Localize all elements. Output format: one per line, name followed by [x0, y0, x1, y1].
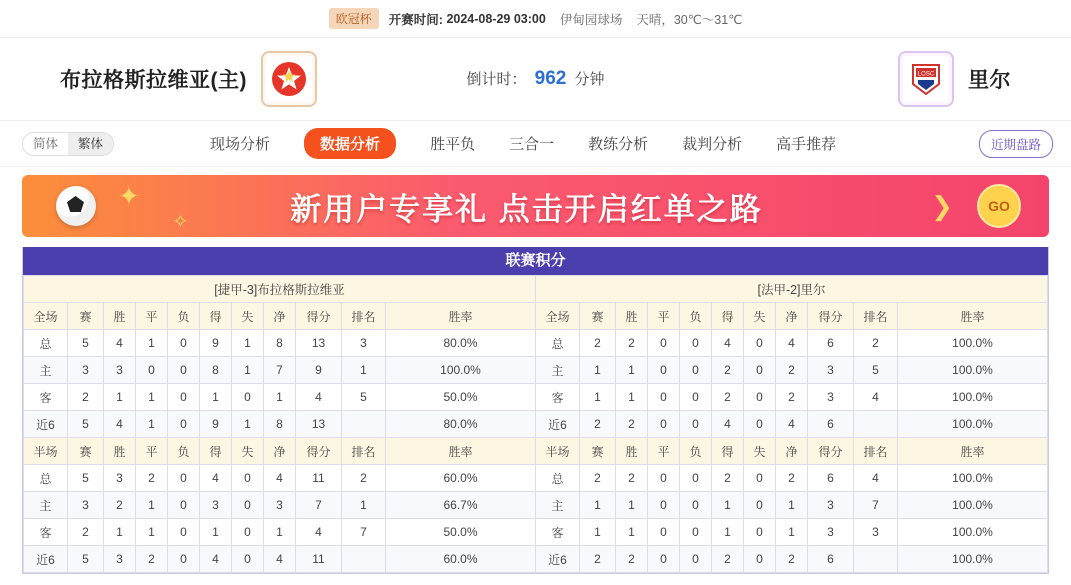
stat-cell: 2 — [776, 384, 808, 411]
column-header: 胜 — [104, 303, 136, 330]
stat-cell: 4 — [854, 465, 898, 492]
kickoff-time: 2024-08-29 03:00 — [446, 11, 546, 26]
stat-cell: 8 — [264, 411, 296, 438]
standings-row — [24, 384, 1048, 411]
stat-cell: 1 — [580, 519, 616, 546]
column-header: 净 — [264, 438, 296, 465]
match-info-bar — [0, 0, 1071, 38]
column-header: 失 — [744, 303, 776, 330]
stat-cell: 2 — [616, 546, 648, 573]
stat-cell: 0 — [648, 492, 680, 519]
stat-cell: 0 — [744, 465, 776, 492]
column-header: 失 — [744, 438, 776, 465]
column-header: 得 — [712, 303, 744, 330]
stat-cell: 7 — [854, 492, 898, 519]
stat-cell: 1 — [264, 519, 296, 546]
stat-cell: 2 — [616, 330, 648, 357]
svg-text:LOSC: LOSC — [917, 71, 935, 78]
stat-cell: 0 — [232, 384, 264, 411]
recent-odds-button[interactable]: 近期盘路 — [979, 130, 1053, 158]
stat-cell: 1 — [580, 492, 616, 519]
stat-cell: 100.0% — [898, 465, 1048, 492]
stat-cell: 3 — [808, 357, 854, 384]
row-label: 主 — [536, 492, 580, 519]
column-header: 胜率 — [386, 438, 536, 465]
stat-cell: 6 — [808, 465, 854, 492]
column-header: 负 — [680, 303, 712, 330]
stat-cell: 7 — [264, 357, 296, 384]
stat-cell: 1 — [712, 519, 744, 546]
stat-cell: 0 — [232, 465, 264, 492]
promo-banner[interactable] — [22, 175, 1049, 237]
stat-cell: 6 — [808, 411, 854, 438]
stat-cell: 3 — [854, 519, 898, 546]
column-header: 半场 — [24, 438, 68, 465]
stat-cell: 4 — [296, 519, 342, 546]
stat-cell — [342, 546, 386, 573]
stat-cell: 4 — [200, 465, 232, 492]
column-header: 赛 — [580, 438, 616, 465]
stat-cell: 5 — [342, 384, 386, 411]
stat-cell — [342, 411, 386, 438]
stat-cell: 9 — [296, 357, 342, 384]
stat-cell: 0 — [744, 384, 776, 411]
stat-cell: 0 — [168, 492, 200, 519]
stat-cell: 2 — [342, 465, 386, 492]
stat-cell: 3 — [264, 492, 296, 519]
stat-cell: 0 — [744, 411, 776, 438]
column-header: 净 — [776, 303, 808, 330]
stat-cell: 3 — [200, 492, 232, 519]
stat-cell: 0 — [168, 465, 200, 492]
stat-cell: 0 — [680, 384, 712, 411]
row-label: 近6 — [24, 411, 68, 438]
stat-cell: 0 — [232, 519, 264, 546]
stat-cell: 1 — [104, 384, 136, 411]
stat-cell: 7 — [296, 492, 342, 519]
stat-cell: 2 — [712, 546, 744, 573]
stat-cell: 1 — [264, 384, 296, 411]
column-header: 平 — [648, 303, 680, 330]
column-header: 胜率 — [898, 303, 1048, 330]
stat-cell: 1 — [232, 357, 264, 384]
stat-cell: 1 — [136, 411, 168, 438]
stat-cell: 3 — [104, 465, 136, 492]
row-label: 客 — [536, 519, 580, 546]
stat-cell: 1 — [616, 492, 648, 519]
stat-cell: 0 — [136, 357, 168, 384]
stat-cell: 1 — [136, 384, 168, 411]
home-team-name: 布拉格斯拉维亚(主) — [60, 69, 247, 92]
sparkle-icon: ✦ — [118, 181, 140, 211]
column-header: 负 — [680, 438, 712, 465]
stat-cell: 2 — [580, 546, 616, 573]
stat-cell: 0 — [648, 357, 680, 384]
stat-cell: 50.0% — [386, 384, 536, 411]
standings-row — [24, 357, 1048, 384]
stat-cell: 0 — [680, 546, 712, 573]
language-toggle[interactable] — [22, 132, 114, 156]
standings-column-header-row — [24, 303, 1048, 330]
standings-title: 联赛积分 — [23, 247, 1048, 275]
stat-cell: 80.0% — [386, 330, 536, 357]
stat-cell: 1 — [580, 357, 616, 384]
stat-cell: 3 — [68, 357, 104, 384]
stat-cell: 0 — [168, 357, 200, 384]
stat-cell: 0 — [680, 411, 712, 438]
stat-cell: 0 — [168, 411, 200, 438]
stat-cell: 100.0% — [898, 546, 1048, 573]
stat-cell: 2 — [712, 357, 744, 384]
stat-cell: 0 — [648, 330, 680, 357]
stat-cell: 1 — [200, 519, 232, 546]
stat-cell: 1 — [776, 519, 808, 546]
venue-text: 伊甸园球场 — [559, 12, 623, 27]
stat-cell: 0 — [648, 546, 680, 573]
stat-cell: 0 — [680, 465, 712, 492]
stat-cell: 3 — [68, 492, 104, 519]
column-header: 半场 — [536, 438, 580, 465]
column-header: 全场 — [24, 303, 68, 330]
stat-cell: 2 — [580, 330, 616, 357]
stat-cell: 0 — [168, 519, 200, 546]
tab-data-analysis[interactable]: 数据分析 — [304, 128, 396, 159]
left-team-header: [捷甲-3]布拉格斯拉维亚 — [24, 276, 536, 303]
standings-row — [24, 330, 1048, 357]
weather-text: 天晴，30℃～31℃ — [636, 12, 743, 27]
stat-cell: 13 — [296, 330, 342, 357]
stat-cell: 1 — [104, 519, 136, 546]
column-header: 排名 — [342, 438, 386, 465]
stat-cell: 0 — [680, 330, 712, 357]
column-header: 得 — [200, 303, 232, 330]
star-crest-icon — [261, 51, 317, 107]
tab-expert-picks[interactable]: 高手推荐 — [776, 136, 837, 153]
column-header: 赛 — [580, 303, 616, 330]
stat-cell: 0 — [232, 546, 264, 573]
promo-banner-text: 新用户专享礼 点击开启红单之路 — [290, 191, 763, 227]
stat-cell: 2 — [712, 384, 744, 411]
column-header: 胜 — [616, 303, 648, 330]
column-header: 负 — [168, 438, 200, 465]
standings-column-header-row — [24, 438, 1048, 465]
tab-referee-analysis[interactable]: 裁判分析 — [682, 136, 743, 153]
sparkle-icon: ❯ — [931, 191, 953, 221]
row-label: 主 — [24, 492, 68, 519]
away-team[interactable] — [898, 51, 1011, 107]
stat-cell: 1 — [712, 492, 744, 519]
stat-cell: 0 — [680, 519, 712, 546]
stat-cell: 3 — [342, 330, 386, 357]
stat-cell: 2 — [68, 384, 104, 411]
column-header: 失 — [232, 438, 264, 465]
column-header: 胜率 — [386, 303, 536, 330]
countdown-unit: 分钟 — [574, 71, 605, 88]
stat-cell: 11 — [296, 465, 342, 492]
stat-cell — [854, 546, 898, 573]
stat-cell: 5 — [68, 546, 104, 573]
stat-cell: 2 — [136, 465, 168, 492]
stat-cell: 1 — [232, 330, 264, 357]
stat-cell: 3 — [104, 357, 136, 384]
tab-coach-analysis[interactable]: 教练分析 — [588, 136, 649, 153]
column-header: 平 — [648, 438, 680, 465]
row-label: 主 — [536, 357, 580, 384]
row-label: 总 — [24, 330, 68, 357]
stat-cell: 4 — [712, 330, 744, 357]
stat-cell: 3 — [808, 492, 854, 519]
column-header: 得 — [712, 438, 744, 465]
stat-cell: 100.0% — [898, 411, 1048, 438]
standings-row — [24, 492, 1048, 519]
stat-cell: 0 — [744, 546, 776, 573]
tab-win-draw-lose[interactable]: 胜平负 — [430, 136, 476, 153]
stat-cell: 2 — [712, 465, 744, 492]
stat-cell: 5 — [68, 465, 104, 492]
stat-cell: 100.0% — [898, 330, 1048, 357]
stat-cell: 2 — [854, 330, 898, 357]
stat-cell: 1 — [136, 330, 168, 357]
standings-row — [24, 546, 1048, 573]
countdown-label: 倒计时： — [466, 71, 527, 88]
league-badge: 欧冠杯 — [329, 8, 379, 29]
stat-cell: 4 — [104, 411, 136, 438]
stat-cell: 4 — [296, 384, 342, 411]
tab-list — [210, 128, 836, 159]
column-header: 得 — [200, 438, 232, 465]
column-header: 赛 — [68, 438, 104, 465]
stat-cell: 60.0% — [386, 465, 536, 492]
stat-cell: 1 — [342, 492, 386, 519]
standings-row — [24, 411, 1048, 438]
right-team-header: [法甲-2]里尔 — [536, 276, 1048, 303]
column-header: 赛 — [68, 303, 104, 330]
standings-row — [24, 465, 1048, 492]
stat-cell: 0 — [744, 330, 776, 357]
kickoff-label: 开赛时间: — [388, 12, 443, 27]
stat-cell: 0 — [648, 465, 680, 492]
lang-simplified[interactable]: 简体 — [23, 133, 68, 155]
stat-cell: 50.0% — [386, 519, 536, 546]
stat-cell: 9 — [200, 330, 232, 357]
stat-cell: 1 — [200, 384, 232, 411]
lang-traditional[interactable]: 繁体 — [68, 133, 113, 155]
teams-row — [0, 38, 1071, 120]
stat-cell: 3 — [104, 546, 136, 573]
standings-team-header-row — [24, 276, 1048, 303]
row-label: 总 — [536, 330, 580, 357]
column-header: 平 — [136, 303, 168, 330]
stat-cell: 11 — [296, 546, 342, 573]
tab-three-in-one[interactable]: 三合一 — [509, 136, 555, 153]
column-header: 平 — [136, 438, 168, 465]
column-header: 胜 — [104, 438, 136, 465]
row-label: 近6 — [536, 411, 580, 438]
stat-cell: 2 — [616, 411, 648, 438]
stat-cell: 4 — [776, 411, 808, 438]
stat-cell: 1 — [136, 519, 168, 546]
stat-cell: 13 — [296, 411, 342, 438]
stat-cell: 1 — [616, 384, 648, 411]
stat-cell: 8 — [264, 330, 296, 357]
stat-cell: 1 — [776, 492, 808, 519]
stat-cell: 6 — [808, 330, 854, 357]
column-header: 胜率 — [898, 438, 1048, 465]
column-header: 失 — [232, 303, 264, 330]
stat-cell: 0 — [680, 357, 712, 384]
stat-cell: 2 — [580, 465, 616, 492]
stat-cell: 100.0% — [898, 519, 1048, 546]
stat-cell: 4 — [264, 465, 296, 492]
column-header: 得分 — [808, 438, 854, 465]
column-header: 排名 — [854, 303, 898, 330]
stat-cell: 2 — [776, 357, 808, 384]
column-header: 负 — [168, 303, 200, 330]
stat-cell: 0 — [680, 492, 712, 519]
column-header: 排名 — [854, 438, 898, 465]
standings-table — [23, 275, 1048, 573]
stat-cell: 1 — [232, 411, 264, 438]
stat-cell: 2 — [104, 492, 136, 519]
stat-cell: 7 — [342, 519, 386, 546]
stat-cell — [854, 411, 898, 438]
soccer-ball-icon — [56, 186, 96, 226]
stat-cell: 9 — [200, 411, 232, 438]
stat-cell: 1 — [136, 492, 168, 519]
stat-cell: 6 — [808, 546, 854, 573]
stat-cell: 4 — [264, 546, 296, 573]
stat-cell: 0 — [744, 357, 776, 384]
column-header: 得分 — [296, 303, 342, 330]
promo-go-button[interactable]: GO — [977, 184, 1021, 228]
stat-cell: 2 — [616, 465, 648, 492]
nav-bar — [0, 120, 1071, 167]
column-header: 排名 — [342, 303, 386, 330]
stat-cell: 100.0% — [898, 492, 1048, 519]
stat-cell: 100.0% — [898, 357, 1048, 384]
losc-crest-icon — [898, 51, 954, 107]
stat-cell: 0 — [648, 519, 680, 546]
tab-live-analysis[interactable]: 现场分析 — [210, 136, 271, 153]
stat-cell: 5 — [68, 330, 104, 357]
stat-cell: 2 — [136, 546, 168, 573]
column-header: 净 — [264, 303, 296, 330]
stat-cell: 100.0% — [386, 357, 536, 384]
stat-cell: 0 — [168, 330, 200, 357]
stat-cell: 100.0% — [898, 384, 1048, 411]
stat-cell: 0 — [232, 492, 264, 519]
stat-cell: 8 — [200, 357, 232, 384]
column-header: 得分 — [296, 438, 342, 465]
row-label: 近6 — [536, 546, 580, 573]
stat-cell: 3 — [808, 384, 854, 411]
stat-cell: 0 — [168, 546, 200, 573]
stat-cell: 4 — [854, 384, 898, 411]
away-team-name: 里尔 — [968, 69, 1011, 92]
row-label: 主 — [24, 357, 68, 384]
stat-cell: 2 — [68, 519, 104, 546]
countdown-value: 962 — [534, 68, 567, 89]
stat-cell: 0 — [168, 384, 200, 411]
stat-cell: 1 — [616, 519, 648, 546]
stat-cell: 1 — [616, 357, 648, 384]
stat-cell: 60.0% — [386, 546, 536, 573]
standings-row — [24, 519, 1048, 546]
column-header: 胜 — [616, 438, 648, 465]
stat-cell: 0 — [744, 492, 776, 519]
home-team[interactable] — [60, 51, 317, 107]
stat-cell: 4 — [712, 411, 744, 438]
row-label: 客 — [24, 384, 68, 411]
stat-cell: 1 — [580, 384, 616, 411]
stat-cell: 0 — [648, 384, 680, 411]
standings-panel — [22, 247, 1049, 574]
stat-cell: 66.7% — [386, 492, 536, 519]
stat-cell: 4 — [104, 330, 136, 357]
stat-cell: 1 — [342, 357, 386, 384]
column-header: 净 — [776, 438, 808, 465]
row-label: 近6 — [24, 546, 68, 573]
row-label: 总 — [24, 465, 68, 492]
stat-cell: 3 — [808, 519, 854, 546]
row-label: 客 — [536, 384, 580, 411]
column-header: 得分 — [808, 303, 854, 330]
sparkle-icon: ✧ — [172, 211, 189, 233]
stat-cell: 2 — [580, 411, 616, 438]
column-header: 全场 — [536, 303, 580, 330]
stat-cell: 2 — [776, 546, 808, 573]
stat-cell: 0 — [744, 519, 776, 546]
stat-cell: 4 — [200, 546, 232, 573]
stat-cell: 2 — [776, 465, 808, 492]
stat-cell: 5 — [854, 357, 898, 384]
stat-cell: 80.0% — [386, 411, 536, 438]
stat-cell: 4 — [776, 330, 808, 357]
stat-cell: 5 — [68, 411, 104, 438]
row-label: 总 — [536, 465, 580, 492]
row-label: 客 — [24, 519, 68, 546]
stat-cell: 0 — [648, 411, 680, 438]
